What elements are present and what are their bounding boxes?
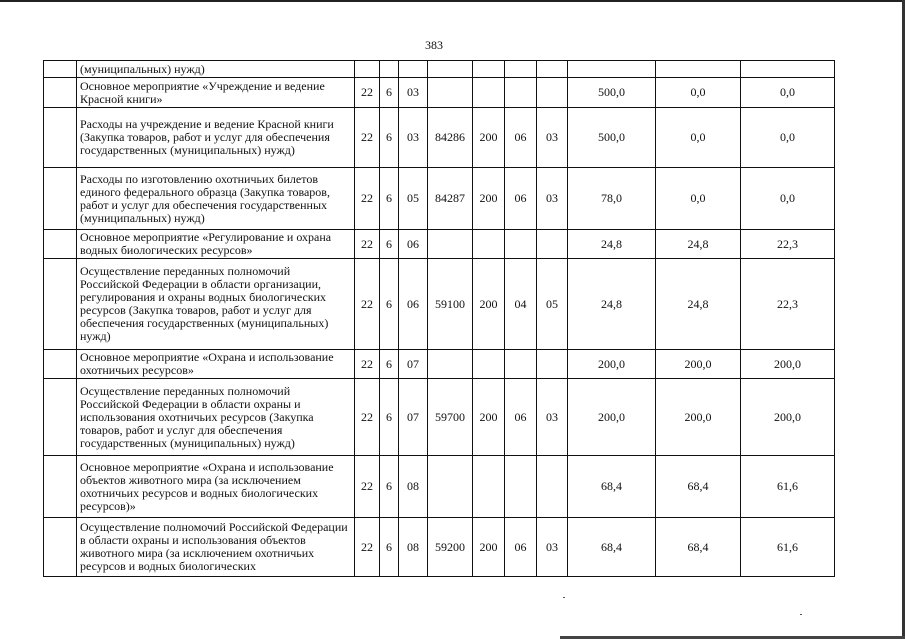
item-name-cell: Основное мероприятие «Охрана и использование объектов животного мира (за исключением охотничьих ресурсов и водных биологических ресурсов)»	[77, 456, 355, 518]
code-cell: 22	[355, 108, 380, 168]
amount-cell: 24,8	[568, 230, 656, 259]
amount-cell: 0,0	[741, 78, 835, 108]
page-number: 383	[425, 38, 443, 52]
code-cell	[473, 350, 505, 379]
code-cell: 05	[537, 259, 568, 350]
code-cell: 22	[355, 78, 380, 108]
table-row	[44, 350, 835, 379]
row-index-cell	[44, 230, 77, 259]
code-cell	[473, 78, 505, 108]
row-index-cell	[44, 456, 77, 518]
code-cell: 6	[380, 230, 399, 259]
code-cell: 22	[355, 168, 380, 230]
code-cell	[505, 230, 537, 259]
amount-cell	[741, 61, 835, 78]
code-cell	[537, 61, 568, 78]
code-cell: 06	[399, 259, 428, 350]
amount-cell: 68,4	[568, 518, 656, 577]
code-cell: 08	[399, 456, 428, 518]
table-row	[44, 108, 835, 168]
code-cell: 06	[505, 379, 537, 456]
code-cell: 6	[380, 518, 399, 577]
code-cell	[355, 61, 380, 78]
amount-cell: 61,6	[741, 518, 835, 577]
code-cell: 06	[399, 230, 428, 259]
scan-speck	[563, 597, 565, 598]
amount-cell	[656, 61, 741, 78]
item-name-cell: Осуществление полномочий Российской Федерации в области охраны и использования объектов животного мира (за исключением охотничьих ресурсов и водных биологических	[77, 518, 355, 577]
code-cell: 200	[473, 518, 505, 577]
amount-cell: 200,0	[568, 379, 656, 456]
code-cell	[428, 230, 473, 259]
table-row	[44, 379, 835, 456]
item-name-cell: (муниципальных) нужд)	[77, 61, 355, 78]
amount-cell: 200,0	[568, 350, 656, 379]
scan-speck	[800, 614, 802, 615]
code-cell	[505, 78, 537, 108]
code-cell	[537, 230, 568, 259]
code-cell	[473, 456, 505, 518]
code-cell: 22	[355, 379, 380, 456]
amount-cell: 0,0	[656, 78, 741, 108]
row-index-cell	[44, 350, 77, 379]
code-cell: 6	[380, 78, 399, 108]
code-cell: 03	[399, 78, 428, 108]
table-row	[44, 230, 835, 259]
table-row	[44, 168, 835, 230]
code-cell	[428, 350, 473, 379]
code-cell: 06	[505, 108, 537, 168]
table-row	[44, 456, 835, 518]
code-cell	[473, 230, 505, 259]
code-cell: 6	[380, 350, 399, 379]
table-row	[44, 61, 835, 78]
scan-edge-top	[0, 0, 905, 2]
code-cell: 200	[473, 108, 505, 168]
code-cell	[505, 61, 537, 78]
amount-cell: 500,0	[568, 108, 656, 168]
amount-cell: 68,4	[656, 518, 741, 577]
amount-cell: 200,0	[741, 350, 835, 379]
amount-cell: 22,3	[741, 259, 835, 350]
code-cell: 22	[355, 518, 380, 577]
amount-cell: 200,0	[656, 350, 741, 379]
code-cell: 03	[537, 108, 568, 168]
code-cell	[399, 61, 428, 78]
code-cell	[537, 78, 568, 108]
row-index-cell	[44, 78, 77, 108]
item-name-cell: Основное мероприятие «Охрана и использование охотничьих ресурсов»	[77, 350, 355, 379]
code-cell	[380, 61, 399, 78]
table-row	[44, 259, 835, 350]
code-cell: 6	[380, 168, 399, 230]
code-cell	[428, 78, 473, 108]
amount-cell: 0,0	[656, 108, 741, 168]
code-cell: 6	[380, 259, 399, 350]
amount-cell: 61,6	[741, 456, 835, 518]
amount-cell: 0,0	[741, 168, 835, 230]
row-index-cell	[44, 379, 77, 456]
amount-cell: 200,0	[741, 379, 835, 456]
item-name-cell: Основное мероприятие «Регулирование и охрана водных биологических ресурсов»	[77, 230, 355, 259]
item-name-cell: Расходы на учреждение и ведение Красной книги (Закупка товаров, работ и услуг для обеспечения государственных (муниципальных) нужд)	[77, 108, 355, 168]
code-cell	[537, 456, 568, 518]
row-index-cell	[44, 108, 77, 168]
code-cell: 6	[380, 456, 399, 518]
code-cell	[505, 456, 537, 518]
row-index-cell	[44, 168, 77, 230]
code-cell: 07	[399, 350, 428, 379]
code-cell: 03	[537, 379, 568, 456]
item-name-cell: Осуществление переданных полномочий Российской Федерации в области охраны и использования охотничьих ресурсов (Закупка товаров, работ и услуг для обеспечения государственных (муниципальных) нужд)	[77, 379, 355, 456]
code-cell: 22	[355, 350, 380, 379]
amount-cell: 500,0	[568, 78, 656, 108]
code-cell: 6	[380, 108, 399, 168]
code-cell	[537, 350, 568, 379]
amount-cell: 24,8	[568, 259, 656, 350]
code-cell: 200	[473, 168, 505, 230]
code-cell	[505, 350, 537, 379]
code-cell	[428, 456, 473, 518]
code-cell: 59100	[428, 259, 473, 350]
amount-cell: 24,8	[656, 230, 741, 259]
code-cell: 200	[473, 379, 505, 456]
amount-cell: 200,0	[656, 379, 741, 456]
amount-cell: 0,0	[741, 108, 835, 168]
item-name-cell: Осуществление переданных полномочий Российской Федерации в области организации, регулирования и охраны водных биологических ресурсов (Закупка товаров, работ и услуг для обеспечения государственных (муниципальных) нужд)	[77, 259, 355, 350]
code-cell: 59700	[428, 379, 473, 456]
row-index-cell	[44, 61, 77, 78]
code-cell: 03	[537, 168, 568, 230]
row-index-cell	[44, 259, 77, 350]
table-row	[44, 78, 835, 108]
code-cell: 22	[355, 230, 380, 259]
table-row	[44, 518, 835, 577]
code-cell: 59200	[428, 518, 473, 577]
code-cell: 08	[399, 518, 428, 577]
code-cell: 03	[399, 108, 428, 168]
code-cell: 06	[505, 518, 537, 577]
code-cell	[428, 61, 473, 78]
amount-cell	[568, 61, 656, 78]
item-name-cell: Расходы по изготовлению охотничьих билетов единого федерального образца (Закупка товаров, работ и услуг для обеспечения государственных (муниципальных) нужд)	[77, 168, 355, 230]
code-cell: 200	[473, 259, 505, 350]
item-name-cell: Основное мероприятие «Учреждение и ведение Красной книги»	[77, 78, 355, 108]
amount-cell: 22,3	[741, 230, 835, 259]
code-cell	[473, 61, 505, 78]
code-cell: 84287	[428, 168, 473, 230]
code-cell: 22	[355, 456, 380, 518]
code-cell: 03	[537, 518, 568, 577]
budget-table	[43, 60, 835, 577]
code-cell: 84286	[428, 108, 473, 168]
amount-cell: 0,0	[656, 168, 741, 230]
amount-cell: 78,0	[568, 168, 656, 230]
code-cell: 05	[399, 168, 428, 230]
code-cell: 06	[505, 168, 537, 230]
code-cell: 6	[380, 379, 399, 456]
code-cell: 22	[355, 259, 380, 350]
amount-cell: 68,4	[568, 456, 656, 518]
amount-cell: 24,8	[656, 259, 741, 350]
amount-cell: 68,4	[656, 456, 741, 518]
code-cell: 07	[399, 379, 428, 456]
code-cell: 04	[505, 259, 537, 350]
row-index-cell	[44, 518, 77, 577]
